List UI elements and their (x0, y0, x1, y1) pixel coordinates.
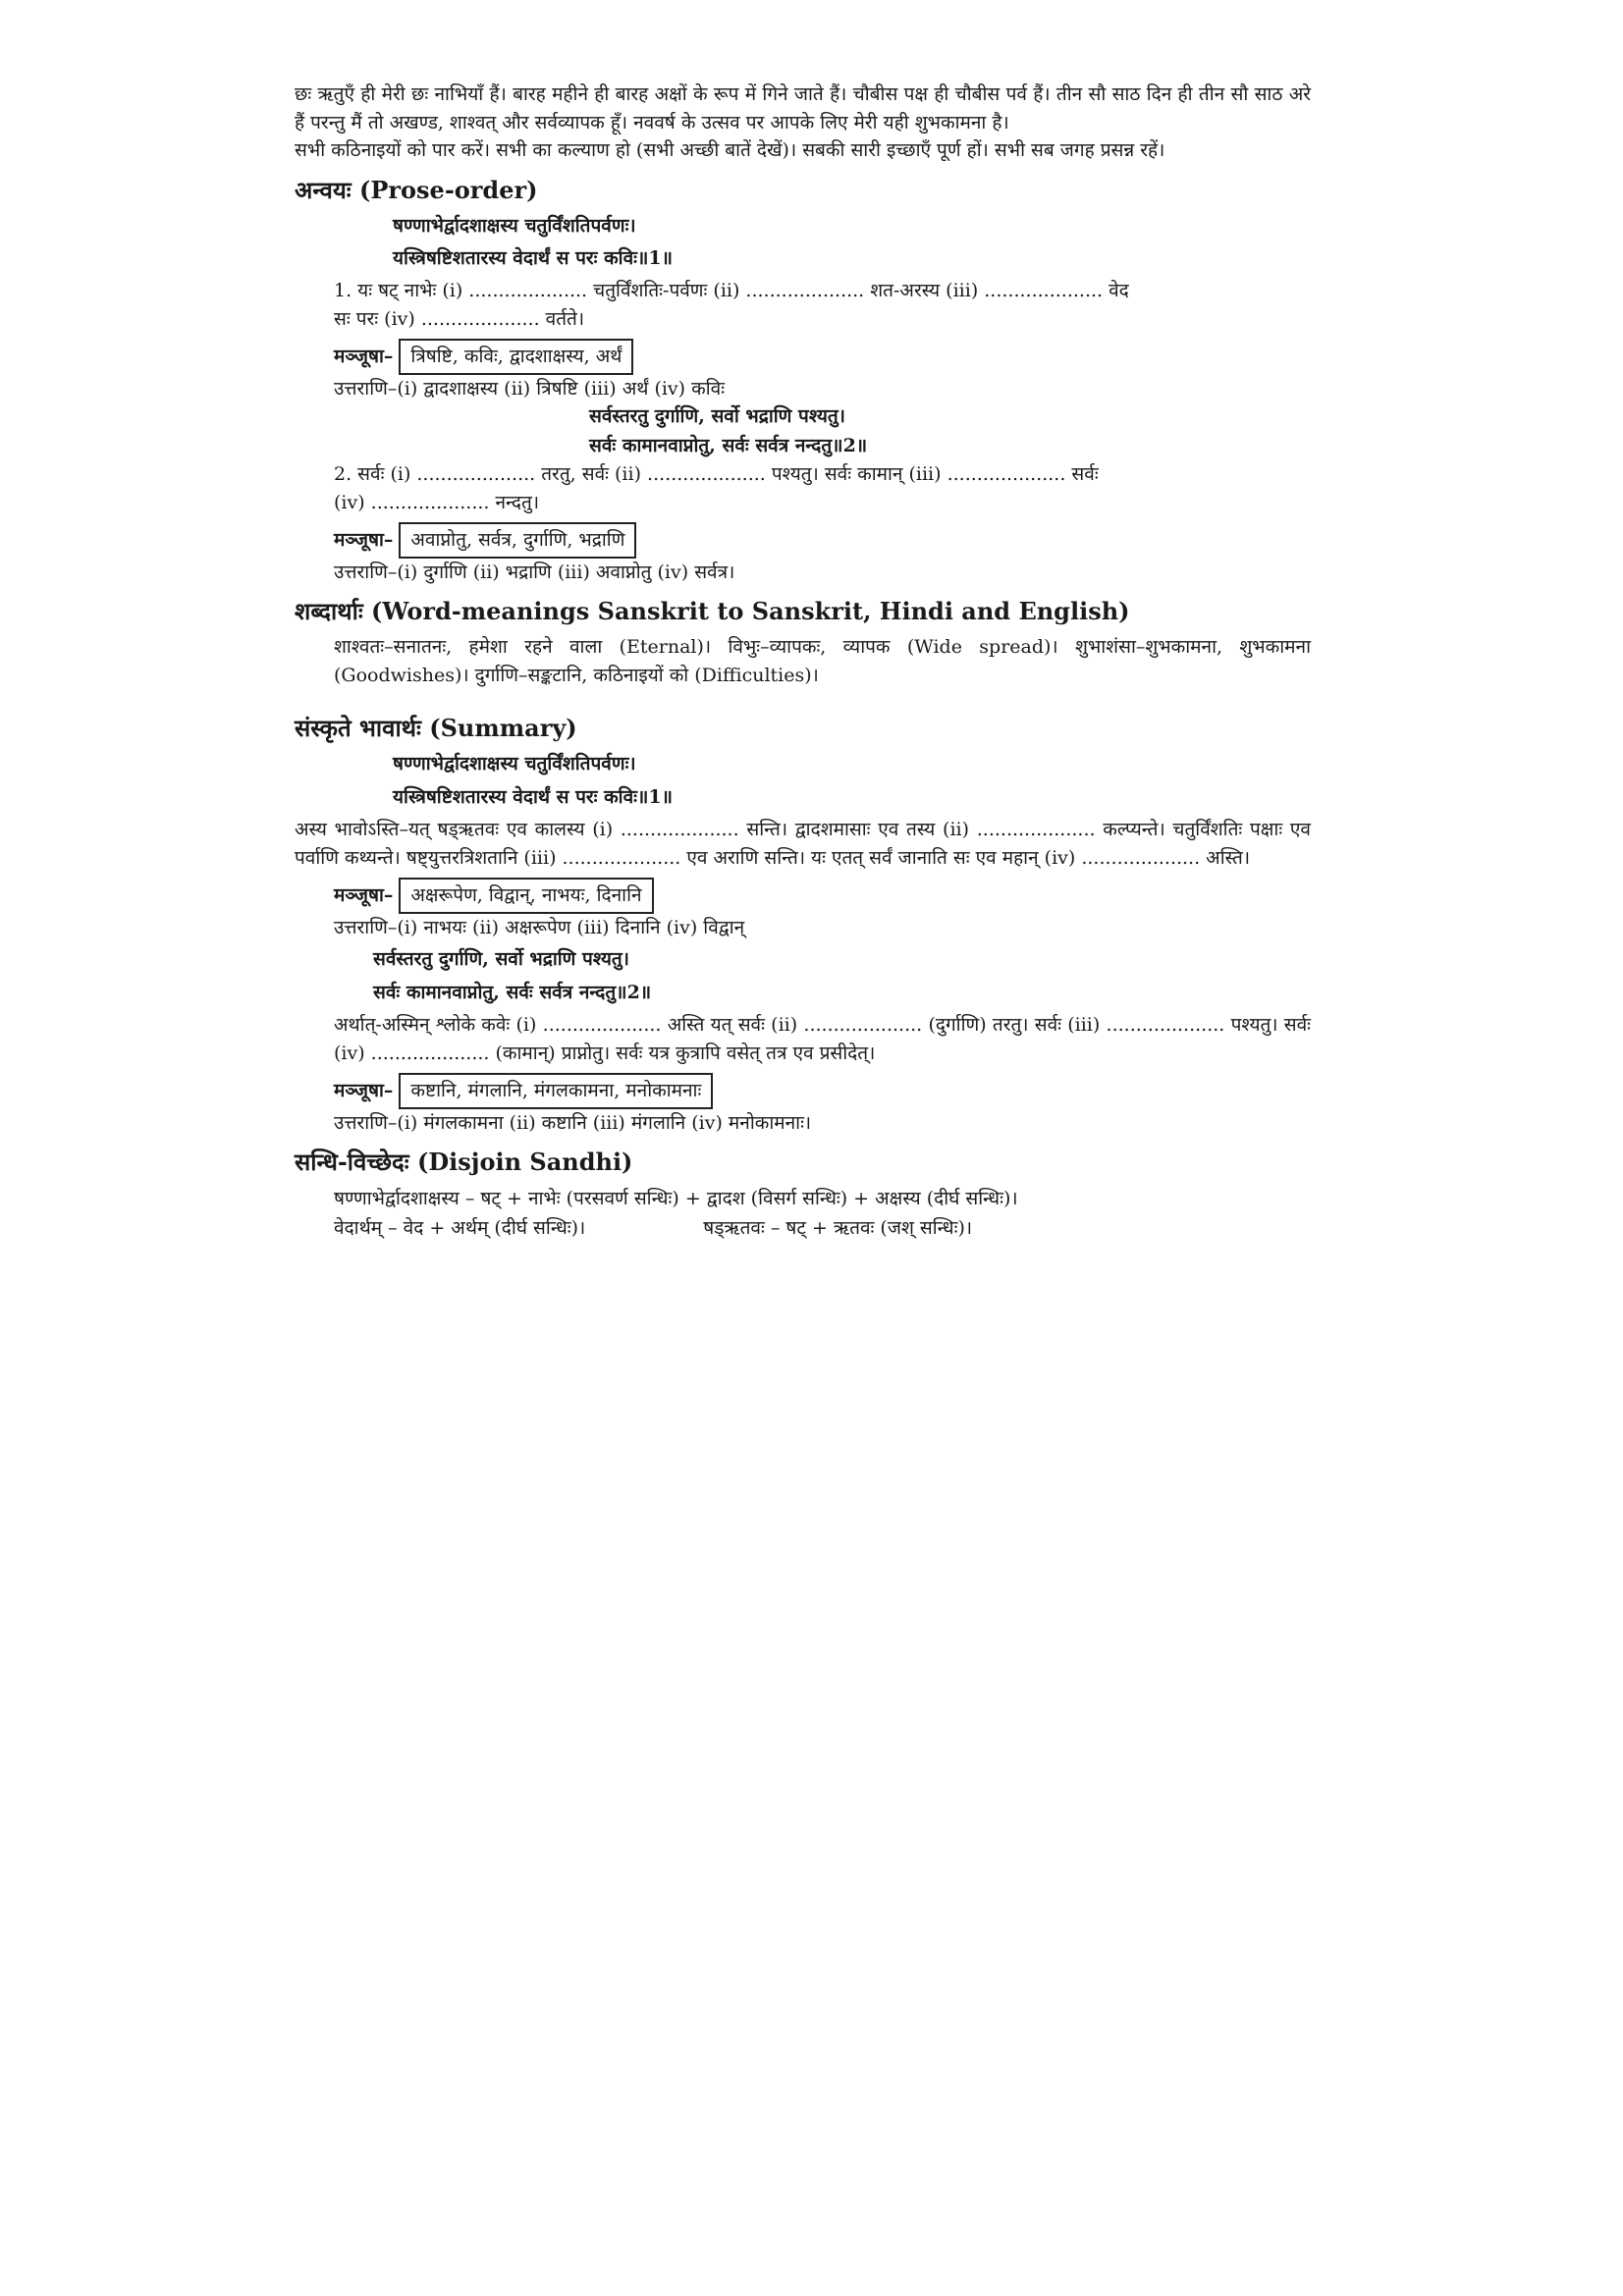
word-box: कष्टानि, मंगलानि, मंगलकामना, मनोकामनाः (399, 1073, 713, 1109)
verse-line: सर्वः कामानवाप्नोतु, सर्वः सर्वत्र नन्दतु॥2॥ (589, 434, 868, 456)
question-line: 2. सर्वः (i) .................... तरतु, सर्वः (ii) .................... पश्यतु। सर्वः कामान् (iii) .................... सर्वः (334, 463, 1099, 486)
intro-paragraph: छः ऋतुएँ ही मेरी छः नाभियाँ हैं। बारह महीने ही बारह अक्षों के रूप में गिने जाते हैं। चौबीस पक्ष ही चौबीस पर्व हैं। तीन सौ साठ दिन ही तीन सौ साठ अरे हैं परन्तु मैं तो अखण्ड, शाश्वत् और सर्वव्यापक हूँ। नववर्ष के उत्सव पर आपके लिए मेरी यही शुभकामना है। (295, 83, 1311, 133)
question-2 (295, 460, 1311, 516)
sandhi-heading: सन्धि-विच्छेदः (Disjoin Sandhi) (295, 1148, 633, 1176)
sandhi-line: षण्णाभेर्द्वादशाक्षस्य – षट् + नाभेः (परसवर्ण सन्धिः) + द्वादश (विसर्ग सन्धिः) + अक्षस्य (दीर्घ सन्धिः)। (334, 1188, 1018, 1209)
question-line: 1. यः षट् नाभेः (i) .................... चतुर्विंशतिः-पर्वणः (ii) .................... शत-अरस्य (iii) .................... वेद (334, 280, 1129, 302)
verse-line: सर्वस्तरतु दुर्गाणि, सर्वो भद्राणि पश्यतु। (589, 405, 845, 428)
verse-line: सर्वस्तरतु दुर्गाणि, सर्वो भद्राणि पश्यतु। (373, 948, 629, 971)
word-box: त्रिषष्टि, कविः, द्वादशाक्षस्य, अर्थं (399, 339, 633, 375)
answers: उत्तराणि–(i) द्वादशाक्षस्य (ii) त्रिषष्टि (iii) अर्थं (iv) कविः (334, 377, 726, 400)
summary-paragraph: अस्य भावोऽस्ति–यत् षड्ऋतवः एव कालस्य (i) .................... सन्ति। द्वादशमासाः एव तस्य (ii) .................... कल्प्यन्ते। चतुर्विंशतिः पक्षाः एव पर्वाणि कथ्यन्ते। षष्ट्युत्तरत्रिशतानि (iii) .................... एव अराणि सन्ति। यः एतत् सर्वं जानाति सः एव महान् (iv) .................... अस्ति। (295, 819, 1311, 869)
summary-paragraph: अर्थात्-अस्मिन् श्लोके कवेः (i) .................... अस्ति यत् सर्वः (ii) .................... (दुर्गाणि) तरतु। सर्वः (iii) .................... पश्यतु। सर्वः (iv) .................... (कामान्) प्राप्नोतु। सर्वः यत्र कुत्रापि वसेत् तत्र एव प्रसीदेत्। (334, 1014, 1311, 1064)
manjusha-label: मञ्जूषा– (334, 1080, 394, 1101)
verse-line: षण्णाभेर्द्वादशाक्षस्य चतुर्विंशतिपर्वणः। (393, 753, 636, 775)
manjusha-label: मञ्जूषा– (334, 529, 394, 552)
sandhi-line-2 (295, 1213, 1311, 1243)
manjusha-row (295, 522, 1311, 559)
document-page (295, 80, 1311, 1244)
manjusha-row (295, 878, 1311, 914)
manjusha-label: मञ्जूषा– (334, 884, 394, 907)
word-box: अवाप्नोतु, सर्वत्र, दुर्गाणि, भद्राणि (399, 522, 636, 559)
answers: उत्तराणि–(i) दुर्गाणि (ii) भद्राणि (iii) अवाप्नोतु (iv) सर्वत्र। (334, 561, 735, 583)
manjusha-row (295, 1073, 1311, 1109)
verse-line: सर्वः कामानवाप्नोतु, सर्वः सर्वत्र नन्दतु॥2॥ (373, 981, 652, 1003)
sandhi-item: वेदार्थम् – वेद + अर्थम् (दीर्घ सन्धिः)। (334, 1217, 586, 1240)
question-1 (295, 277, 1311, 333)
bhavarth-heading: संस्कृते भावार्थः (Summary) (295, 714, 577, 743)
answers: उत्तराणि–(i) नाभयः (ii) अक्षरूपेण (iii) दिनानि (iv) विद्वान् (334, 916, 745, 938)
verse-line: यस्त्रिषष्टिशतारस्य वेदार्थं स परः कविः॥1॥ (393, 785, 673, 808)
answers: उत्तराणि–(i) मंगलकामना (ii) कष्टानि (iii) मंगलानि (iv) मनोकामनाः। (334, 1111, 812, 1134)
sandhi-item: षड्ऋतवः – षट् + ऋतवः (जश् सन्धिः)। (703, 1217, 973, 1240)
verse-line: षण्णाभेर्द्वादशाक्षस्य चतुर्विंशतिपर्वणः। (393, 214, 636, 237)
word-box: अक्षरूपेण, विद्वान्, नाभयः, दिनानि (399, 878, 653, 914)
manjusha-label: मञ्जूषा– (334, 346, 394, 368)
word-meanings: शाश्वतः–सनातनः, हमेशा रहने वाला (Eternal)। विभुः–व्यापकः, व्यापक (Wide spread)। शुभाशंसा–शुभकामना, शुभकामना (Goodwishes)। दुर्गाणि–सङ्कटानि, कठिनाइयों को (Difficulties)। (334, 636, 1311, 686)
verse-line: यस्त्रिषष्टिशतारस्य वेदार्थं स परः कविः॥1॥ (393, 246, 673, 269)
anvaya-heading: अन्वयः (Prose-order) (295, 175, 538, 204)
shabdarth-heading: शब्दार्थाः (Word-meanings Sanskrit to Sanskrit, Hindi and English) (295, 597, 1130, 626)
intro-paragraph-2: सभी कठिनाइयों को पार करें। सभी का कल्याण हो (सभी अच्छी बातें देखें)। सबकी सारी इच्छाएँ पूर्ण हों। सभी सब जगह प्रसन्न रहें। (295, 139, 1165, 161)
manjusha-row (295, 339, 1311, 375)
question-line: (iv) .................... नन्दतु। (334, 491, 540, 513)
question-line: सः परः (iv) .................... वर्तते। (334, 307, 585, 330)
